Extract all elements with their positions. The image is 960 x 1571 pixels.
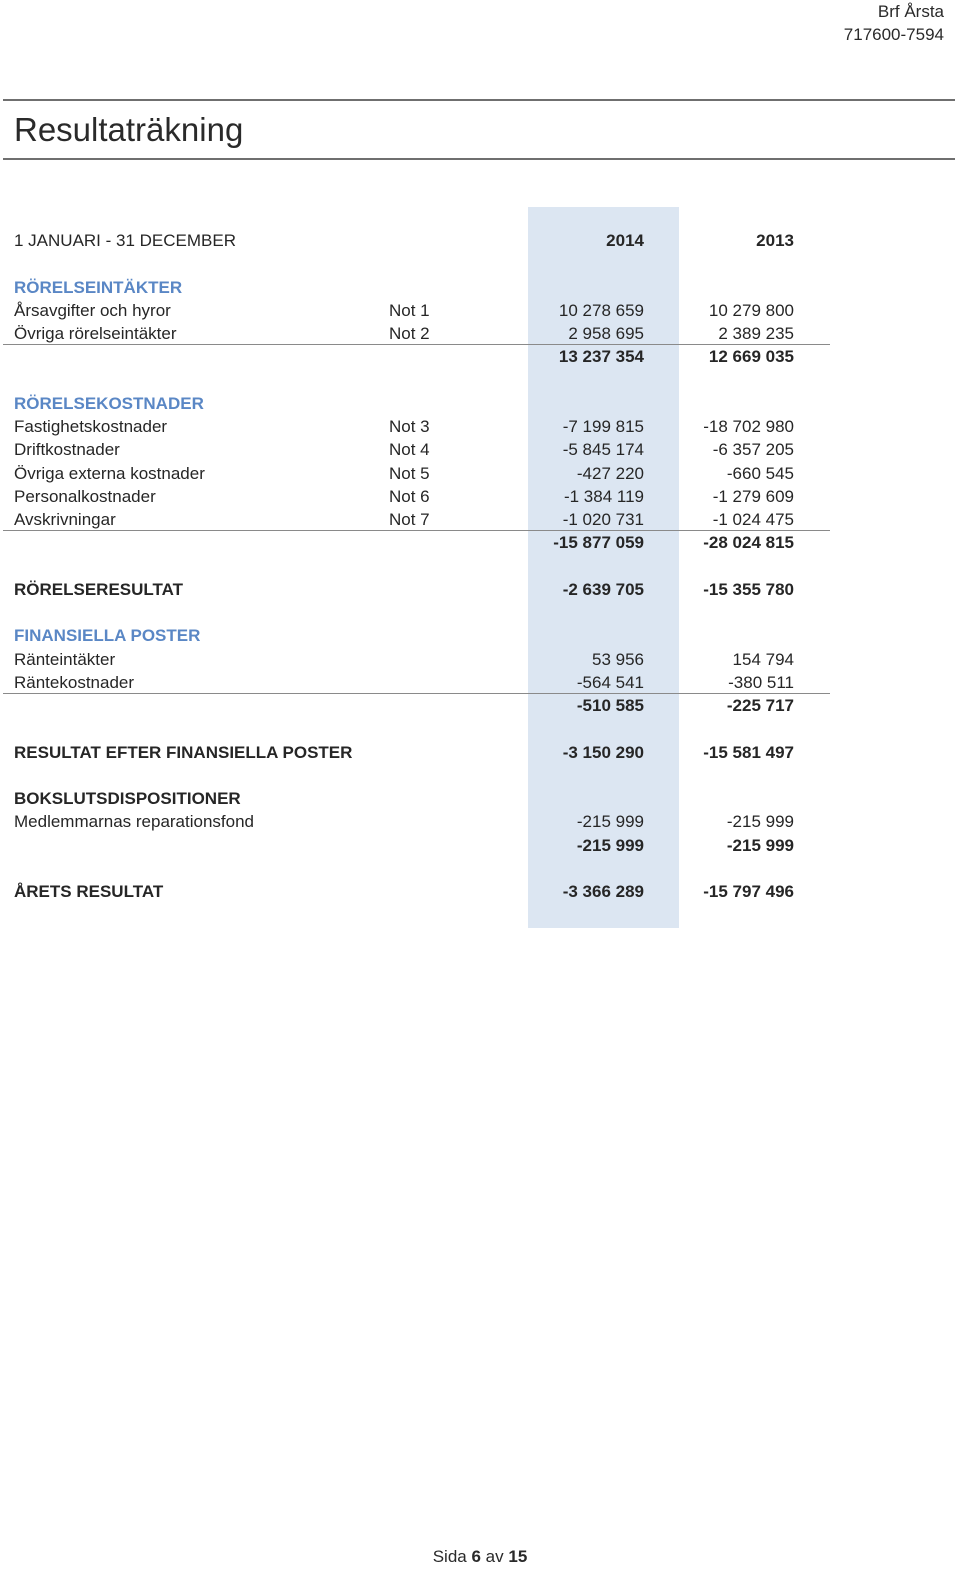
- row-value-current: 53 956: [592, 649, 644, 669]
- table-row: [0, 299, 830, 322]
- row-spacer: [0, 717, 830, 740]
- row-spacer: [0, 252, 830, 275]
- table-row: [0, 508, 830, 531]
- row-value-previous: -6 357 205: [712, 440, 794, 460]
- row-label: Årsavgifter och hyror: [14, 300, 171, 320]
- page-number: 6: [471, 1547, 481, 1566]
- operating-result-previous: -15 355 780: [703, 579, 794, 599]
- page-title: Resultaträkning: [14, 111, 244, 148]
- appropriations-heading: BOKSLUTSDISPOSITIONER: [14, 789, 241, 808]
- org-header: [844, 0, 944, 46]
- result-after-financial-previous: -15 581 497: [703, 742, 794, 762]
- row-value-previous: -660 545: [726, 463, 794, 483]
- subtotal-previous: 12 669 035: [708, 347, 794, 367]
- table-row: [0, 485, 830, 508]
- row-spacer: [0, 764, 830, 787]
- row-spacer: [0, 601, 830, 624]
- year-previous-header: 2013: [756, 231, 794, 250]
- section-heading-row: [0, 392, 830, 415]
- subtotal-current: -510 585: [576, 696, 644, 715]
- subtotal-row: [0, 834, 830, 857]
- subtotal-current: -215 999: [576, 835, 644, 855]
- result-row: [0, 741, 830, 764]
- result-row: [0, 880, 830, 903]
- operating-result-label: RÖRELSERESULTAT: [14, 579, 184, 599]
- period-label: 1 JANUARI - 31 DECEMBER: [14, 231, 236, 250]
- row-value-current: -5 845 174: [562, 440, 644, 460]
- row-note: Not 6: [389, 486, 430, 506]
- row-label: Övriga rörelseintäkter: [14, 324, 177, 343]
- title-rule-bottom: [3, 158, 955, 160]
- org-number: 717600-7594: [843, 25, 944, 44]
- row-value-previous: 154 794: [732, 649, 794, 669]
- row-value-current: 10 278 659: [558, 300, 644, 320]
- subtotal-previous: -28 024 815: [703, 533, 794, 553]
- row-note: Not 1: [389, 300, 430, 320]
- operating-income-heading: RÖRELSEINTÄKTER: [14, 277, 183, 297]
- row-label: Avskrivningar: [14, 510, 116, 529]
- result-after-financial-current: -3 150 290: [562, 742, 644, 762]
- row-value-current: -215 999: [576, 812, 644, 832]
- row-value-previous: 10 279 800: [708, 300, 794, 320]
- row-label: Räntekostnader: [14, 672, 135, 692]
- net-result-current: -3 366 289: [562, 882, 644, 901]
- subtotal-current: -15 877 059: [553, 533, 644, 553]
- operating-result-current: -2 639 705: [562, 579, 644, 599]
- income-statement-table: [0, 229, 830, 903]
- row-value-previous: -18 702 980: [703, 417, 794, 436]
- subtotal-previous: -215 999: [726, 835, 794, 855]
- result-after-financial-label: RESULTAT EFTER FINANSIELLA POSTER: [14, 742, 353, 762]
- subtotal-previous: -225 717: [726, 696, 794, 715]
- subtotal-row: [0, 694, 830, 717]
- row-value-previous: -380 511: [728, 672, 794, 692]
- subtotal-row: [0, 345, 830, 368]
- operating-expenses-heading: RÖRELSEKOSTNADER: [14, 393, 204, 413]
- financial-items-heading: FINANSIELLA POSTER: [14, 626, 201, 646]
- table-row: [0, 671, 830, 694]
- row-note: Not 2: [389, 324, 430, 343]
- row-value-current: 2 958 695: [568, 324, 644, 343]
- net-result-previous: -15 797 496: [703, 882, 794, 901]
- row-label: Driftkostnader: [14, 440, 120, 460]
- row-note: Not 4: [389, 440, 430, 460]
- table-row: [0, 415, 830, 438]
- table-row: [0, 648, 830, 671]
- net-result-label: ÅRETS RESULTAT: [14, 882, 164, 901]
- table-row: [0, 322, 830, 345]
- table-row: [0, 462, 830, 485]
- row-label: Fastighetskostnader: [14, 417, 168, 436]
- row-spacer: [0, 555, 830, 578]
- row-value-previous: 2 389 235: [718, 324, 794, 343]
- page-total: 15: [508, 1547, 528, 1566]
- row-note: Not 5: [389, 463, 430, 483]
- row-label: Övriga externa kostnader: [14, 463, 205, 483]
- row-label: Personalkostnader: [14, 486, 156, 506]
- page-footer: [0, 1545, 960, 1569]
- row-value-current: -564 541: [576, 672, 644, 692]
- section-heading-row: [0, 787, 830, 810]
- year-current-header: 2014: [606, 231, 644, 250]
- row-note: Not 3: [389, 417, 430, 436]
- row-label: Medlemmarnas reparationsfond: [14, 812, 255, 832]
- result-row: [0, 578, 830, 601]
- row-value-current: -427 220: [576, 463, 644, 483]
- table-row: [0, 438, 830, 461]
- row-label: Ränteintäkter: [14, 649, 116, 669]
- row-note: Not 7: [389, 510, 430, 529]
- subtotal-row: [0, 531, 830, 554]
- row-value-previous: -1 279 609: [712, 486, 794, 506]
- section-heading-row: [0, 624, 830, 647]
- row-spacer: [0, 857, 830, 880]
- page-prefix: Sida: [432, 1547, 467, 1566]
- row-value-previous: -215 999: [726, 812, 794, 832]
- row-value-previous: -1 024 475: [712, 510, 794, 529]
- section-heading-row: [0, 276, 830, 299]
- table-row: [0, 810, 830, 833]
- page-separator: av: [485, 1547, 504, 1566]
- row-value-current: -1 384 119: [563, 486, 644, 506]
- row-value-current: -7 199 815: [562, 417, 644, 436]
- period-header-row: [0, 229, 830, 252]
- org-name: Brf Årsta: [877, 2, 944, 21]
- row-spacer: [0, 369, 830, 392]
- row-value-current: -1 020 731: [562, 510, 644, 529]
- subtotal-current: 13 237 354: [558, 347, 644, 367]
- title-rule-top: [3, 99, 955, 101]
